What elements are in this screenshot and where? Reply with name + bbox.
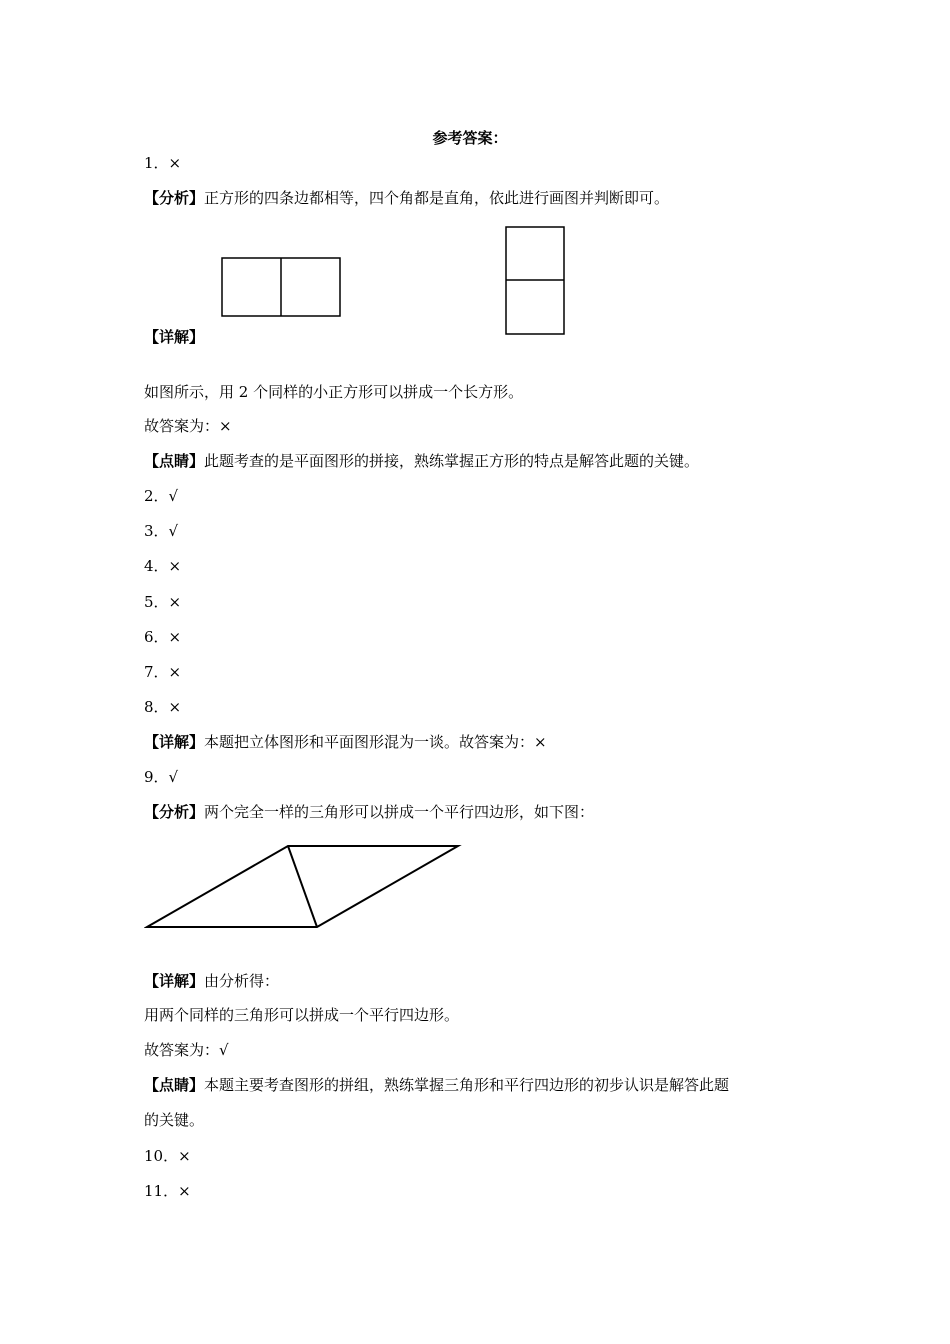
answer-7: 7．×	[144, 663, 182, 681]
answer-1: 1．×	[144, 154, 182, 172]
detail-8	[144, 732, 547, 752]
detail-tag: 【详解】	[144, 972, 205, 990]
comment-9b: 的关键。	[144, 1111, 205, 1129]
comment-1	[144, 451, 699, 471]
answer-3: 3．√	[144, 522, 179, 540]
comment-tag: 【点睛】	[144, 1076, 205, 1094]
detail-9	[144, 971, 279, 991]
analysis-1	[144, 188, 669, 208]
analysis-text: 两个完全一样的三角形可以拼成一个平行四边形，如下图：	[204, 803, 595, 821]
conclusion-9: 故答案为：√	[144, 1041, 229, 1059]
detail-tag-1	[144, 327, 204, 347]
comment-text: 此题考查的是平面图形的拼接，熟练掌握正方形的特点是解答此题的关键。	[204, 452, 700, 470]
detail-text-9b: 用两个同样的三角形可以拼成一个平行四边形。	[144, 1006, 460, 1024]
answer-8: 8．×	[144, 698, 182, 716]
diagonal-line	[288, 846, 317, 927]
detail-text: 由分析得：	[204, 972, 280, 990]
comment-text: 本题主要考查图形的拼组，熟练掌握三角形和平行四边形的初步认识是解答此题	[204, 1076, 730, 1094]
analysis-9	[144, 802, 594, 822]
answer-4: 4．×	[144, 557, 182, 575]
analysis-tag: 【分析】	[144, 189, 205, 207]
detail-tag: 【详解】	[144, 733, 205, 751]
two-squares-vertical-figure	[504, 225, 568, 339]
analysis-tag: 【分析】	[144, 803, 205, 821]
answer-5: 5．×	[144, 593, 182, 611]
two-squares-horizontal-figure	[220, 256, 344, 320]
detail-text: 本题把立体图形和平面图形混为一谈。故答案为：×	[204, 733, 547, 751]
detail-tag: 【详解】	[144, 328, 205, 346]
answer-2: 2．√	[144, 487, 179, 505]
analysis-text: 正方形的四条边都相等，四个角都是直角，依此进行画图并判断即可。	[204, 189, 670, 207]
page-title: 参考答案：	[432, 129, 508, 147]
answer-11: 11．×	[144, 1182, 191, 1200]
answer-9: 9．√	[144, 768, 179, 786]
answer-6: 6．×	[144, 628, 182, 646]
detail-text-1: 如图所示，用 2 个同样的小正方形可以拼成一个长方形。	[144, 383, 524, 401]
parallelogram-figure	[144, 842, 464, 932]
answer-10: 10．×	[144, 1147, 191, 1165]
conclusion-1: 故答案为：×	[144, 417, 232, 435]
comment-9	[144, 1075, 729, 1095]
comment-tag: 【点睛】	[144, 452, 205, 470]
